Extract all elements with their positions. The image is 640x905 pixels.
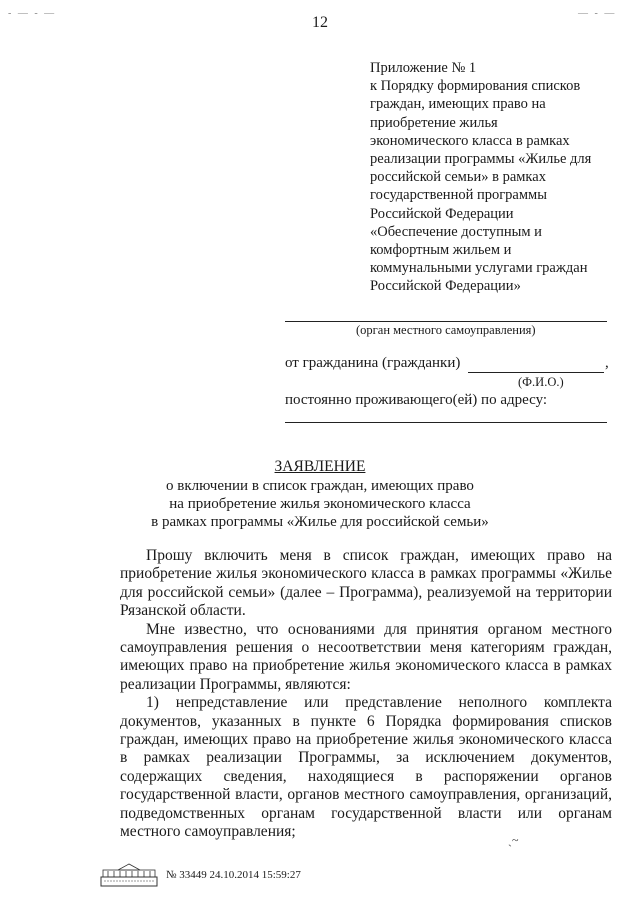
body-paragraph: Мне известно, что основаниями для принятия органом местного самоуправления решения о несоответствии меня категориям граждан, имеющих право на приобретение жилья экономического класса в рамках реализации Программы, являются: xyxy=(120,620,612,693)
title-subline: на приобретение жилья экономического класса xyxy=(169,496,471,512)
handwritten-mark: ˎ~ xyxy=(508,833,519,847)
appendix-line: государственной программы xyxy=(370,187,547,204)
address-underline xyxy=(285,422,607,423)
address-label: постоянно проживающего(ей) по адресу: xyxy=(285,392,548,408)
scan-artifact-left: - — - — xyxy=(8,8,57,19)
appendix-line: Приложение № 1 xyxy=(370,60,477,76)
appendix-line: Российской Федерации xyxy=(370,205,514,222)
title-subline: в рамках программы «Жилье для российской семьи» xyxy=(151,514,489,530)
registration-stamp: № 33449 24.10.2014 15:59:27 xyxy=(166,869,301,881)
building-seal-icon xyxy=(100,862,158,888)
footer xyxy=(100,862,301,888)
appendix-line: к Порядку формирования списков xyxy=(370,78,581,95)
fio-caption: (Ф.И.О.) xyxy=(518,375,564,389)
document-title xyxy=(0,458,640,476)
appendix-line: российской семьи» в рамках xyxy=(370,169,546,186)
appendix-line: экономического класса в рамках xyxy=(370,132,570,149)
appendix-block xyxy=(370,59,620,296)
fio-underline xyxy=(468,372,604,373)
authority-caption: (орган местного самоуправления) xyxy=(356,323,536,337)
appendix-line: коммунальными услугами граждан xyxy=(370,260,588,277)
authority-underline xyxy=(285,321,607,322)
appendix-line: граждан, имеющих право на xyxy=(370,96,546,113)
scan-artifact-right: — - — xyxy=(578,8,617,19)
body-text xyxy=(120,547,612,842)
appendix-line: Российской Федерации» xyxy=(370,278,521,295)
appendix-line: приобретение жилья xyxy=(370,114,498,131)
document-title-text: ЗАЯВЛЕНИЕ xyxy=(274,458,366,475)
title-subline: о включении в список граждан, имеющих право xyxy=(166,478,474,494)
appendix-line: комфортным жильем и xyxy=(370,242,512,259)
appendix-line: реализации программы «Жилье для xyxy=(370,151,592,168)
body-paragraph: Прошу включить меня в список граждан, имеющих право на приобретение жилья экономического класса в рамках программы «Жилье для российской семьи» (далее – Программа), реализуемой на территории Рязанской области. xyxy=(120,547,612,620)
appendix-line: «Обеспечение доступным и xyxy=(370,223,542,240)
page-number: 12 xyxy=(312,14,328,31)
fio-comma: , xyxy=(605,355,609,371)
body-paragraph: 1) непредставление или представление неполного комплекта документов, указанных в пункте 6 Порядка формирования списков граждан, имеющих право на приобретение жилья экономического класса в рамках реализации Программы, за исключением документов, содержащих сведения, находящиеся в распоряжении органов государственной власти, органов местного самоуправления, организаций, подведомственных органам государственной власти или органам местного самоуправления; xyxy=(120,694,612,841)
from-citizen-label: от гражданина (гражданки) xyxy=(285,355,461,371)
